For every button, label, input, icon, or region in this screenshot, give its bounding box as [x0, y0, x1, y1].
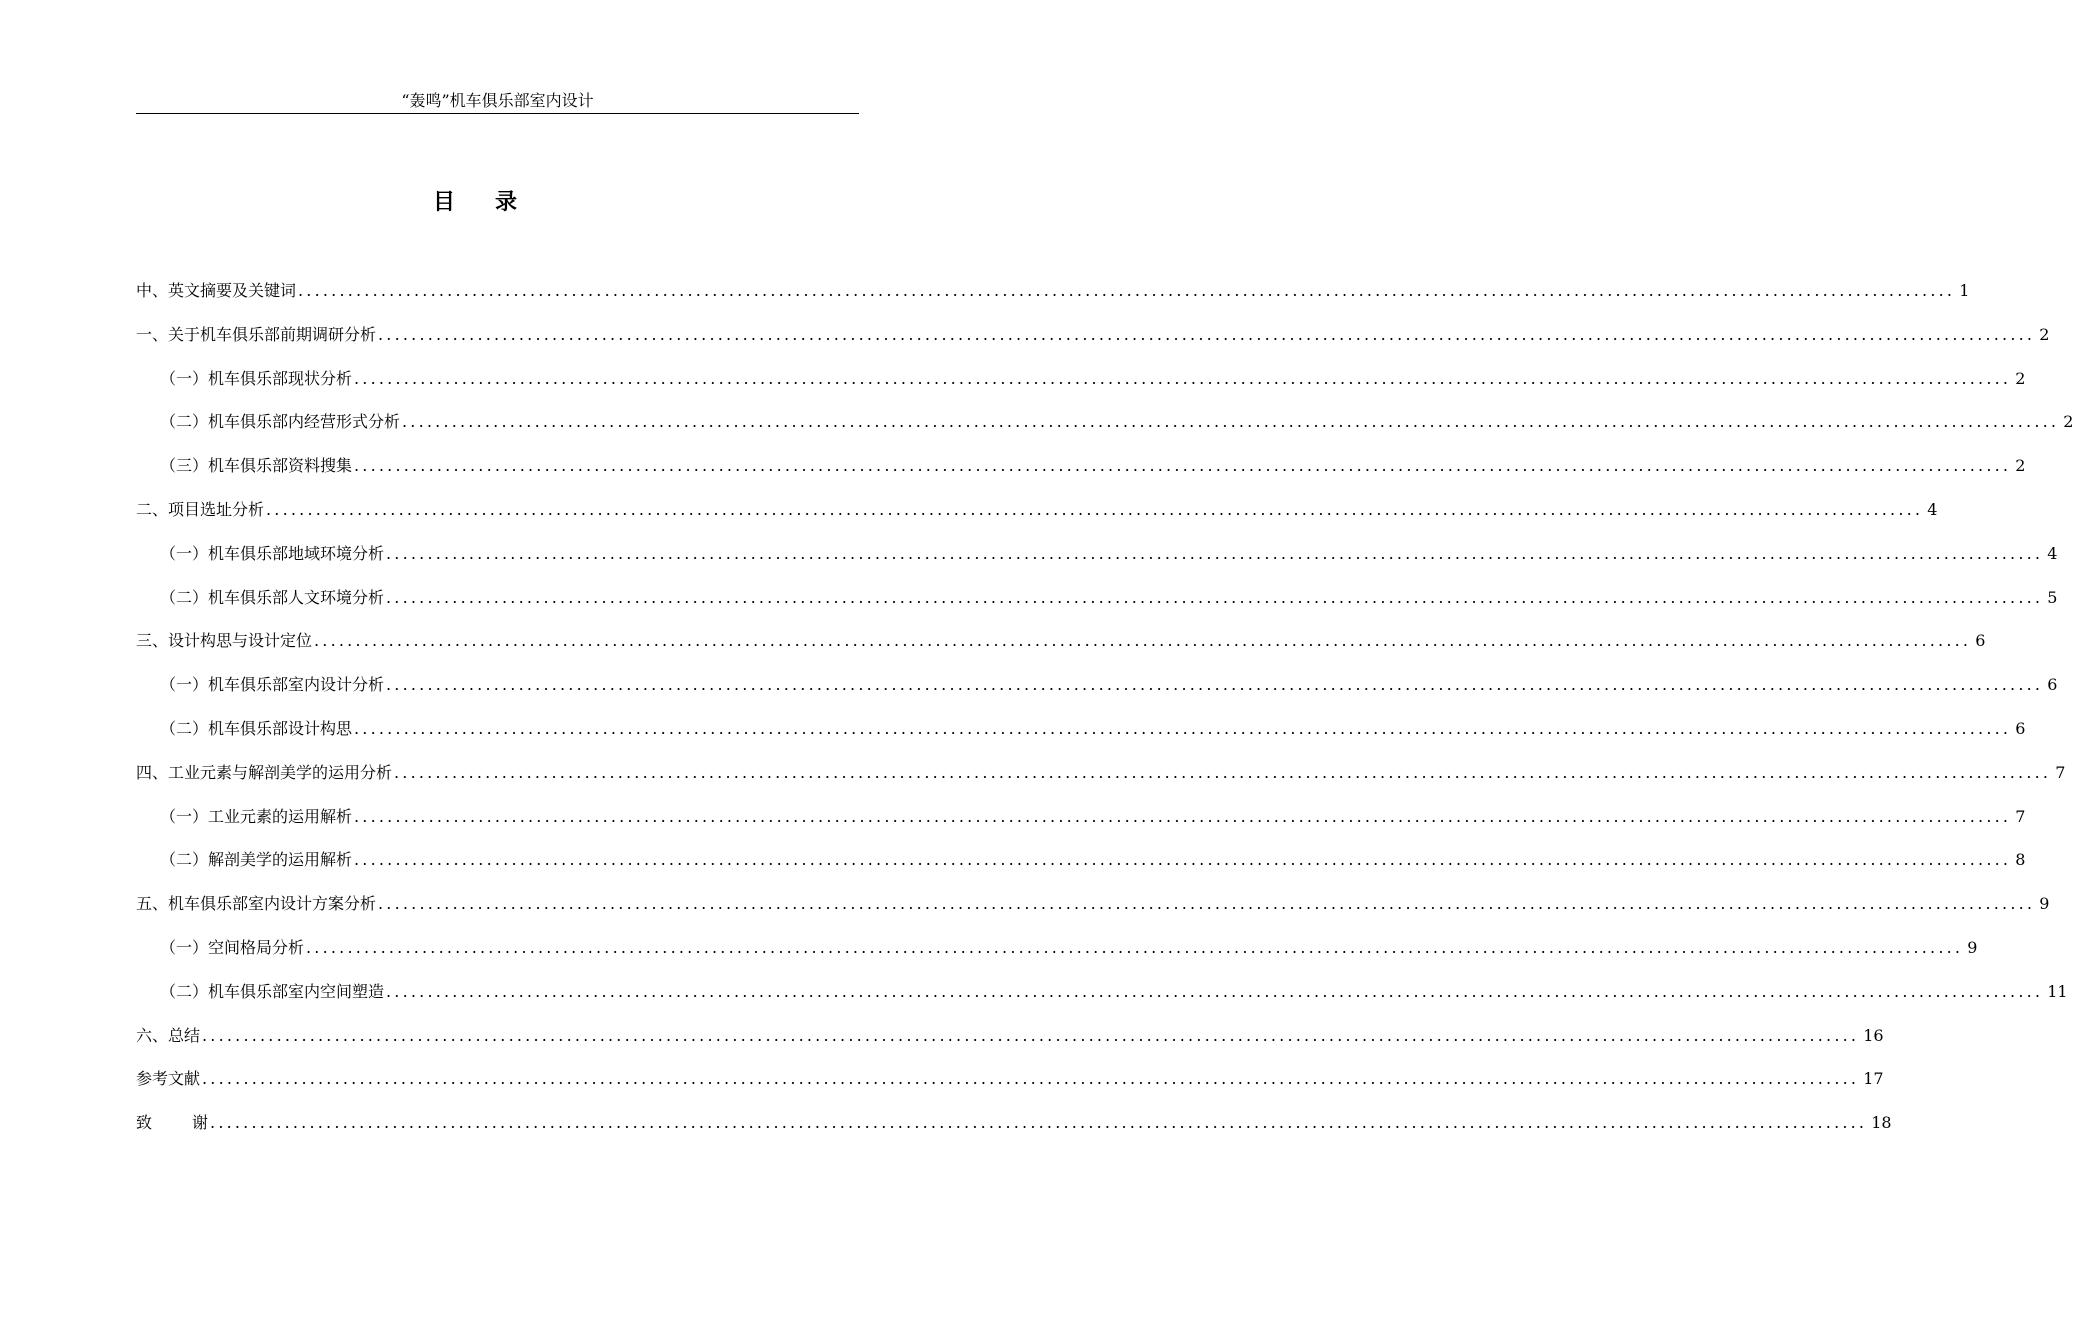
- toc-leader-dots: ........................................................................................................................................................................................................: [354, 456, 2012, 476]
- toc-leader-dots: ........................................................................................................................................................................................................: [298, 281, 1956, 300]
- toc-entry-label: （一）机车俱乐部地域环境分析: [160, 543, 385, 563]
- toc-entry-label: 中、英文摘要及关键词: [136, 281, 297, 300]
- toc-entry-page: 1: [1959, 281, 1970, 300]
- toc-entry-page: 6: [2047, 675, 2058, 695]
- toc-entry-page: 6: [2015, 718, 2026, 738]
- toc-entry-label: （一）空间格局分析: [160, 937, 305, 957]
- toc-entry[interactable]: [136, 1111, 1892, 1155]
- toc-leader-dots: ........................................................................................................................................................................................................: [386, 675, 2044, 695]
- toc-leader-dots: ........................................................................................................................................................................................................: [386, 587, 2044, 607]
- toc-entry-page: 2: [2063, 412, 2073, 432]
- toc-entry-page: 7: [2015, 806, 2026, 826]
- toc-entry-label: 四、工业元素与解剖美学的运用分析: [136, 762, 393, 782]
- toc-entry-label: 六、总结: [136, 1025, 201, 1045]
- toc-entry-page: 4: [2047, 543, 2058, 563]
- toc-entry-page: 4: [1927, 499, 1938, 519]
- toc-entry[interactable]: [136, 892, 2050, 936]
- toc-entry-page: 16: [1863, 1025, 1884, 1045]
- toc-subentry[interactable]: [136, 805, 2026, 849]
- toc-entry[interactable]: [136, 498, 1938, 542]
- toc-entry[interactable]: [136, 1067, 1884, 1111]
- toc-entry-page: 2: [2015, 368, 2026, 388]
- toc-leader-dots: ........................................................................................................................................................................................................: [210, 1113, 1868, 1133]
- toc-subentry[interactable]: [136, 717, 2026, 761]
- toc-entry-label: 二、项目选址分析: [136, 499, 265, 519]
- toc-entry-label-right: 谢: [192, 1113, 209, 1133]
- toc-leader-dots: ........................................................................................................................................................................................................: [386, 543, 2044, 563]
- toc-entry-page: 2: [2039, 324, 2050, 344]
- toc-entry[interactable]: [136, 1024, 1884, 1068]
- toc-leader-dots: ........................................................................................................................................................................................................: [306, 937, 1964, 957]
- toc-leader-dots: ........................................................................................................................................................................................................: [394, 762, 2052, 782]
- toc-subentry[interactable]: [136, 980, 2068, 1024]
- toc-entry-label: （二）机车俱乐部人文环境分析: [160, 587, 385, 607]
- toc-entry[interactable]: [136, 323, 2050, 367]
- toc-subentry[interactable]: [136, 454, 2026, 498]
- toc-entry[interactable]: [136, 629, 1986, 673]
- toc-subentry[interactable]: [136, 542, 2058, 586]
- toc-entry-label: （一）机车俱乐部室内设计分析: [160, 675, 385, 695]
- toc-entry-label: （一）工业元素的运用解析: [160, 806, 353, 826]
- toc-entry-label: （二）解剖美学的运用解析: [160, 850, 353, 870]
- toc-entry-page: 17: [1863, 1069, 1884, 1089]
- toc-leader-dots: ........................................................................................................................................................................................................: [378, 324, 2036, 344]
- toc-leader-dots: ........................................................................................................................................................................................................: [402, 412, 2060, 432]
- toc-entry-page: 8: [2015, 850, 2026, 870]
- toc-subentry[interactable]: [136, 410, 2073, 454]
- toc-entry-label-left: 致: [136, 1113, 153, 1133]
- toc-entry-label: 五、机车俱乐部室内设计方案分析: [136, 894, 377, 914]
- toc-entry-label: （二）机车俱乐部内经营形式分析: [160, 412, 401, 432]
- toc-entry-page: 11: [2047, 981, 2068, 1001]
- toc-subentry[interactable]: [136, 936, 1978, 980]
- toc-entry-page: 9: [2039, 894, 2050, 914]
- running-header: [136, 90, 859, 112]
- toc-subentry[interactable]: [136, 367, 2026, 411]
- header-rule: [136, 113, 859, 114]
- toc-entry-page: 5: [2047, 587, 2058, 607]
- toc-leader-dots: ........................................................................................................................................................................................................: [202, 1069, 1860, 1089]
- toc-entry-label: （二）机车俱乐部室内空间塑造: [160, 981, 385, 1001]
- toc-title-left: 目: [432, 189, 455, 215]
- toc-leader-dots: ........................................................................................................................................................................................................: [354, 806, 2012, 826]
- toc-entry-label: 一、关于机车俱乐部前期调研分析: [136, 324, 377, 344]
- toc-entry-page: 18: [1871, 1113, 1892, 1133]
- toc-entry-page: 6: [1975, 631, 1986, 651]
- toc-leader-dots: ........................................................................................................................................................................................................: [314, 631, 1972, 651]
- toc-leader-dots: ........................................................................................................................................................................................................: [354, 850, 2012, 870]
- toc-leader-dots: ........................................................................................................................................................................................................: [378, 894, 2036, 914]
- toc-leader-dots: ........................................................................................................................................................................................................: [354, 718, 2012, 738]
- toc-entry-page: 2: [2015, 456, 2026, 476]
- toc-entry[interactable]: [136, 279, 1970, 323]
- toc-title-right: 录: [495, 189, 518, 215]
- toc-leader-dots: ........................................................................................................................................................................................................: [202, 1025, 1860, 1045]
- header-title: “轰鸣”机车俱乐部室内设计: [401, 91, 594, 110]
- toc-entry-label: （二）机车俱乐部设计构思: [160, 718, 353, 738]
- toc-entry-label: （一）机车俱乐部现状分析: [160, 368, 353, 388]
- toc-subentry[interactable]: [136, 586, 2058, 630]
- toc-leader-dots: ........................................................................................................................................................................................................: [266, 499, 1924, 519]
- toc-leader-dots: ........................................................................................................................................................................................................: [354, 368, 2012, 388]
- table-of-contents: [136, 279, 2073, 1155]
- toc-entry-label: （三）机车俱乐部资料搜集: [160, 456, 353, 476]
- toc-entry-label: [136, 1111, 208, 1135]
- toc-entry-label: 参考文献: [136, 1069, 201, 1089]
- toc-entry[interactable]: [136, 761, 2066, 805]
- toc-leader-dots: ........................................................................................................................................................................................................: [386, 981, 2044, 1001]
- toc-title: [0, 186, 950, 218]
- toc-subentry[interactable]: [136, 848, 2026, 892]
- toc-entry-label: 三、设计构思与设计定位: [136, 631, 313, 651]
- toc-entry-page: 9: [1967, 937, 1978, 957]
- toc-entry-page: 7: [2055, 762, 2066, 782]
- toc-subentry[interactable]: [136, 673, 2058, 717]
